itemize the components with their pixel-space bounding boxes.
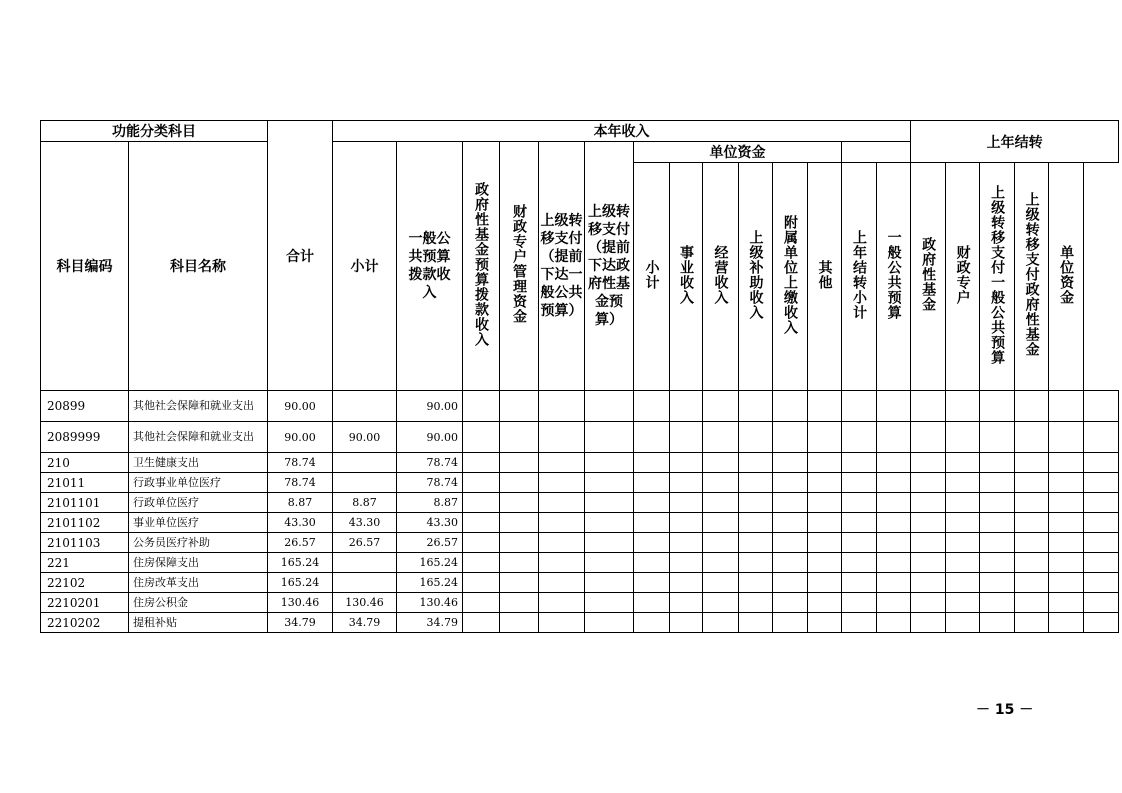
empty-cell: [739, 613, 773, 633]
empty-cell: [842, 391, 877, 422]
empty-cell: [1084, 391, 1119, 422]
fiscal-special-header: 财政专户管理资金: [500, 142, 539, 391]
empty-cell: [500, 593, 539, 613]
empty-cell: [808, 493, 842, 513]
empty-cell: [1084, 453, 1119, 473]
empty-cell: [911, 391, 946, 422]
subject-name-cell: 住房保障支出: [129, 553, 268, 573]
table-row: [41, 473, 1119, 493]
subtotal-cell: 8.87: [333, 493, 397, 513]
general-budget-cell: 26.57: [397, 533, 463, 553]
superior-subsidy-header: 上级补助收入: [739, 163, 773, 391]
empty-cell: [1049, 593, 1084, 613]
subject-name-cell: 其他社会保障和就业支出: [129, 422, 268, 453]
empty-cell: [703, 613, 739, 633]
empty-cell: [463, 573, 500, 593]
empty-cell: [877, 573, 911, 593]
empty-cell: [634, 613, 670, 633]
subject-name-cell: 卫生健康支出: [129, 453, 268, 473]
empty-cell: [634, 493, 670, 513]
carry-subtotal-header: 上年结转小计: [842, 163, 877, 391]
general-budget-cell: 43.30: [397, 513, 463, 533]
table-row: [41, 391, 1119, 422]
subject-code-cell: 2089999: [41, 422, 129, 453]
empty-cell: [946, 513, 980, 533]
page-number: － 15 －: [976, 702, 1034, 718]
total-cell: 90.00: [268, 422, 333, 453]
empty-cell: [877, 613, 911, 633]
table-row: [41, 453, 1119, 473]
empty-cell: [703, 473, 739, 493]
empty-cell: [842, 593, 877, 613]
subject-code-cell: 2101101: [41, 493, 129, 513]
empty-cell: [634, 473, 670, 493]
empty-cell: [911, 573, 946, 593]
empty-cell: [703, 553, 739, 573]
general-budget-cell: 34.79: [397, 613, 463, 633]
general-budget-cell: 78.74: [397, 473, 463, 493]
empty-cell: [1084, 533, 1119, 553]
empty-cell: [1049, 513, 1084, 533]
empty-cell: [911, 533, 946, 553]
empty-cell: [585, 593, 634, 613]
empty-cell: [808, 613, 842, 633]
empty-cell: [980, 593, 1015, 613]
table-row: [41, 593, 1119, 613]
subtotal-cell: 130.46: [333, 593, 397, 613]
empty-cell: [773, 593, 808, 613]
empty-cell: [980, 422, 1015, 453]
affiliated-income-header: 附属单位上缴收入: [773, 163, 808, 391]
subject-code-cell: 21011: [41, 473, 129, 493]
empty-cell: [585, 513, 634, 533]
general-budget-cell: 90.00: [397, 391, 463, 422]
empty-cell: [500, 473, 539, 493]
empty-cell: [842, 553, 877, 573]
empty-cell: [703, 573, 739, 593]
subject-code-cell: 210: [41, 453, 129, 473]
empty-cell: [842, 513, 877, 533]
empty-cell: [946, 453, 980, 473]
empty-cell: [808, 513, 842, 533]
subtotal-cell: 26.57: [333, 533, 397, 553]
empty-cell: [980, 513, 1015, 533]
general-budget-cell: 90.00: [397, 422, 463, 453]
empty-cell: [911, 493, 946, 513]
empty-cell: [946, 593, 980, 613]
empty-cell: [463, 513, 500, 533]
empty-cell: [585, 553, 634, 573]
table-row: [41, 573, 1119, 593]
empty-cell: [585, 533, 634, 553]
subject-name-header: 科目名称: [129, 142, 268, 391]
empty-cell: [463, 391, 500, 422]
empty-cell: [500, 553, 539, 573]
last-year-carryover-header: 上年结转: [911, 121, 1119, 163]
empty-cell: [946, 553, 980, 573]
empty-cell: [463, 533, 500, 553]
total-cell: 78.74: [268, 473, 333, 493]
empty-cell: [1084, 473, 1119, 493]
subtotal-cell: 34.79: [333, 613, 397, 633]
empty-cell: [773, 453, 808, 473]
empty-cell: [877, 593, 911, 613]
empty-cell: [1084, 493, 1119, 513]
subtotal-cell: [333, 453, 397, 473]
empty-cell: [1049, 493, 1084, 513]
transfer-general-header: 上级转移支付（提前下达一般公共预算）: [539, 142, 585, 391]
empty-cell: [980, 533, 1015, 553]
total-cell: 78.74: [268, 453, 333, 473]
empty-cell: [1015, 453, 1049, 473]
empty-cell: [842, 493, 877, 513]
empty-cell: [877, 513, 911, 533]
empty-cell: [773, 422, 808, 453]
empty-cell: [539, 613, 585, 633]
empty-cell: [773, 533, 808, 553]
empty-cell: [980, 613, 1015, 633]
total-cell: 130.46: [268, 593, 333, 613]
empty-cell: [539, 422, 585, 453]
empty-cell: [539, 493, 585, 513]
empty-cell: [877, 422, 911, 453]
empty-cell: [1049, 473, 1084, 493]
empty-cell: [500, 613, 539, 633]
empty-cell: [703, 513, 739, 533]
empty-cell: [670, 573, 703, 593]
empty-cell: [1049, 533, 1084, 553]
empty-cell: [463, 613, 500, 633]
total-cell: 43.30: [268, 513, 333, 533]
empty-cell: [703, 422, 739, 453]
empty-cell: [703, 391, 739, 422]
empty-cell: [500, 533, 539, 553]
empty-cell: [842, 473, 877, 493]
empty-cell: [739, 533, 773, 553]
general-budget-cell: 165.24: [397, 573, 463, 593]
empty-cell: [808, 473, 842, 493]
empty-cell: [1049, 553, 1084, 573]
subtotal-header: 小计: [333, 142, 397, 391]
operating-income-header: 经营收入: [703, 163, 739, 391]
empty-cell: [634, 513, 670, 533]
empty-cell: [670, 493, 703, 513]
empty-cell: [463, 453, 500, 473]
carry-unit-header: 单位资金: [1049, 163, 1084, 391]
empty-cell: [980, 493, 1015, 513]
empty-cell: [1049, 573, 1084, 593]
function-category-header: 功能分类科目: [41, 121, 268, 142]
empty-cell: [946, 422, 980, 453]
empty-cell: [1049, 422, 1084, 453]
subject-name-cell: 行政单位医疗: [129, 493, 268, 513]
total-header: 合计: [268, 121, 333, 391]
empty-cell: [739, 593, 773, 613]
empty-cell: [500, 422, 539, 453]
empty-cell: [808, 533, 842, 553]
empty-cell: [739, 453, 773, 473]
empty-cell: [980, 453, 1015, 473]
subject-code-cell: 221: [41, 553, 129, 573]
empty-cell: [539, 533, 585, 553]
empty-cell: [1015, 593, 1049, 613]
empty-cell: [808, 553, 842, 573]
empty-cell: [670, 533, 703, 553]
empty-cell: [946, 391, 980, 422]
empty-cell: [703, 493, 739, 513]
empty-cell: [1049, 613, 1084, 633]
empty-cell: [539, 391, 585, 422]
empty-cell: [1015, 473, 1049, 493]
table-row: [41, 513, 1119, 533]
empty-cell: [585, 422, 634, 453]
empty-cell: [539, 453, 585, 473]
subtotal-cell: 90.00: [333, 422, 397, 453]
transfer-gov-fund-header: 上级转移支付（提前下达政府性基金预算）: [585, 142, 634, 391]
empty-cell: [463, 422, 500, 453]
table-row: [41, 493, 1119, 513]
empty-cell: [1015, 493, 1049, 513]
subject-name-cell: 其他社会保障和就业支出: [129, 391, 268, 422]
carry-general-header: 一般公共预算: [877, 163, 911, 391]
subject-code-cell: 2210202: [41, 613, 129, 633]
subtotal-cell: 43.30: [333, 513, 397, 533]
general-budget-cell: 130.46: [397, 593, 463, 613]
empty-cell: [842, 613, 877, 633]
empty-cell: [877, 553, 911, 573]
empty-cell: [1015, 422, 1049, 453]
empty-cell: [670, 391, 703, 422]
empty-cell: [1015, 391, 1049, 422]
general-budget-header: 一般公共预算拨款收入: [397, 142, 463, 391]
empty-cell: [1084, 573, 1119, 593]
empty-cell: [739, 422, 773, 453]
subject-name-cell: 住房公积金: [129, 593, 268, 613]
empty-cell: [670, 553, 703, 573]
empty-cell: [500, 391, 539, 422]
empty-cell: [670, 593, 703, 613]
empty-cell: [1049, 453, 1084, 473]
empty-cell: [585, 613, 634, 633]
empty-cell: [739, 573, 773, 593]
total-cell: 34.79: [268, 613, 333, 633]
empty-cell: [500, 493, 539, 513]
empty-cell: [539, 573, 585, 593]
subject-name-cell: 提租补贴: [129, 613, 268, 633]
subject-code-cell: 2101102: [41, 513, 129, 533]
empty-cell: [634, 573, 670, 593]
empty-cell: [739, 493, 773, 513]
empty-cell: [808, 573, 842, 593]
empty-cell: [585, 493, 634, 513]
empty-cell: [1015, 553, 1049, 573]
empty-cell: [877, 533, 911, 553]
total-cell: 165.24: [268, 553, 333, 573]
empty-cell: [773, 573, 808, 593]
empty-cell: [877, 473, 911, 493]
empty-cell: [842, 573, 877, 593]
empty-cell: [946, 473, 980, 493]
empty-cell: [703, 533, 739, 553]
budget-table: [40, 120, 1119, 633]
empty-cell: [1084, 513, 1119, 533]
empty-cell: [670, 422, 703, 453]
empty-cell: [773, 493, 808, 513]
empty-cell: [634, 391, 670, 422]
empty-cell: [500, 573, 539, 593]
empty-cell: [877, 493, 911, 513]
empty-cell: [670, 473, 703, 493]
empty-cell: [773, 473, 808, 493]
empty-cell: [585, 453, 634, 473]
empty-cell: [808, 453, 842, 473]
general-budget-cell: 165.24: [397, 553, 463, 573]
empty-cell: [739, 473, 773, 493]
table-row: [41, 613, 1119, 633]
empty-cell: [773, 613, 808, 633]
unit-subtotal-header: 小计: [634, 163, 670, 391]
gov-fund-budget-header: 政府性基金预算拨款收入: [463, 142, 500, 391]
empty-cell: [670, 613, 703, 633]
other-header: 其他: [808, 163, 842, 391]
subtotal-cell: [333, 573, 397, 593]
subject-code-cell: 2210201: [41, 593, 129, 613]
empty-cell: [1015, 573, 1049, 593]
empty-cell: [703, 593, 739, 613]
subtotal-cell: [333, 553, 397, 573]
empty-cell: [1049, 391, 1084, 422]
empty-cell: [634, 453, 670, 473]
empty-cell: [808, 422, 842, 453]
empty-cell: [634, 422, 670, 453]
empty-cell: [539, 553, 585, 573]
empty-cell: [634, 553, 670, 573]
subject-name-cell: 事业单位医疗: [129, 513, 268, 533]
empty-cell: [842, 533, 877, 553]
empty-cell: [585, 573, 634, 593]
total-cell: 90.00: [268, 391, 333, 422]
empty-cell: [808, 391, 842, 422]
empty-cell: [911, 453, 946, 473]
subtotal-cell: [333, 473, 397, 493]
empty-cell: [1084, 553, 1119, 573]
general-budget-cell: 8.87: [397, 493, 463, 513]
empty-cell: [911, 593, 946, 613]
table-row: [41, 422, 1119, 453]
subject-code-cell: 2101103: [41, 533, 129, 553]
empty-cell: [739, 513, 773, 533]
empty-cell: [946, 613, 980, 633]
subject-code-cell: 20899: [41, 391, 129, 422]
total-cell: 165.24: [268, 573, 333, 593]
empty-cell: [1015, 513, 1049, 533]
carry-transfer-general-header: 上级转移支付一般公共预算: [980, 163, 1015, 391]
empty-cell: [911, 553, 946, 573]
empty-cell: [539, 513, 585, 533]
empty-cell: [670, 453, 703, 473]
empty-cell: [946, 493, 980, 513]
empty-cell: [911, 422, 946, 453]
empty-cell: [877, 453, 911, 473]
empty-cell: [911, 513, 946, 533]
empty-cell: [946, 573, 980, 593]
empty-cell: [500, 513, 539, 533]
empty-cell: [539, 593, 585, 613]
general-budget-cell: 78.74: [397, 453, 463, 473]
empty-cell: [773, 553, 808, 573]
carry-transfer-fund-header: 上级转移支付政府性基金: [1015, 163, 1049, 391]
table-row: [41, 553, 1119, 573]
empty-cell: [808, 593, 842, 613]
empty-cell: [703, 453, 739, 473]
table-body: [41, 391, 1119, 633]
empty-cell: [463, 553, 500, 573]
empty-cell: [670, 513, 703, 533]
empty-cell: [877, 391, 911, 422]
empty-cell: [842, 453, 877, 473]
empty-cell: [1015, 613, 1049, 633]
unit-funds-header: 单位资金: [634, 142, 842, 163]
business-income-header: 事业收入: [670, 163, 703, 391]
empty-cell: [1015, 533, 1049, 553]
total-cell: 8.87: [268, 493, 333, 513]
empty-cell: [739, 391, 773, 422]
empty-cell: [463, 493, 500, 513]
empty-cell: [463, 473, 500, 493]
empty-cell: [1084, 593, 1119, 613]
empty-cell: [539, 473, 585, 493]
empty-cell: [773, 513, 808, 533]
subtotal-cell: [333, 391, 397, 422]
subject-name-cell: 住房改革支出: [129, 573, 268, 593]
empty-cell: [585, 391, 634, 422]
current-year-income-header: 本年收入: [333, 121, 911, 142]
empty-cell: [1084, 422, 1119, 453]
empty-cell: [980, 553, 1015, 573]
subject-code-header: 科目编码: [41, 142, 129, 391]
empty-cell: [739, 553, 773, 573]
empty-cell: [980, 573, 1015, 593]
empty-cell: [634, 593, 670, 613]
empty-cell: [463, 593, 500, 613]
empty-cell: [842, 422, 877, 453]
table-row: [41, 533, 1119, 553]
subject-name-cell: 行政事业单位医疗: [129, 473, 268, 493]
empty-cell: [946, 533, 980, 553]
empty-cell: [980, 473, 1015, 493]
subject-name-cell: 公务员医疗补助: [129, 533, 268, 553]
empty-cell: [773, 391, 808, 422]
empty-cell: [911, 613, 946, 633]
empty-cell: [585, 473, 634, 493]
carry-fiscal-header: 财政专户: [946, 163, 980, 391]
empty-cell: [1084, 613, 1119, 633]
empty-cell: [911, 473, 946, 493]
total-cell: 26.57: [268, 533, 333, 553]
empty-cell: [634, 533, 670, 553]
empty-cell: [980, 391, 1015, 422]
empty-cell: [500, 453, 539, 473]
subject-code-cell: 22102: [41, 573, 129, 593]
carry-gov-fund-header: 政府性基金: [911, 163, 946, 391]
